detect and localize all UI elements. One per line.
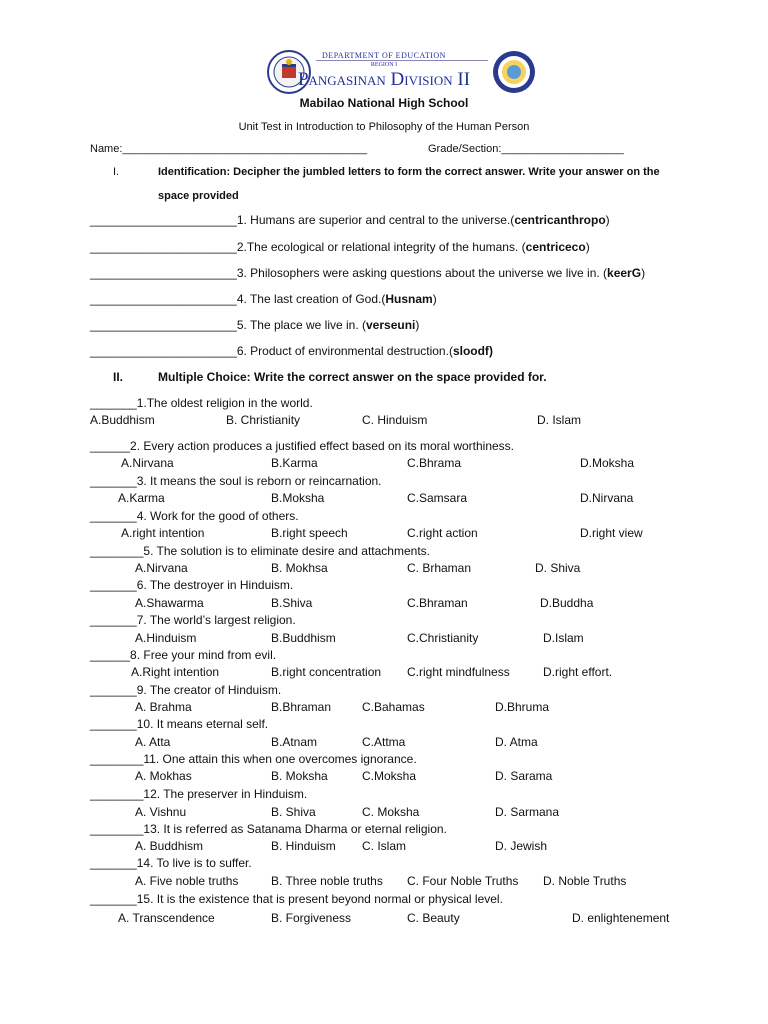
part1-instruction-line1: Identification: Decipher the jumbled letters to form the correct answer. Write your answer on the [158,166,660,178]
choice-c: C. Brhaman [407,561,472,575]
item-text: ______________________1. Humans are superior and central to the universe.( [90,213,515,227]
jumbled-answer: centricanthropo [514,213,606,227]
choice-c: C.Moksha [362,769,417,783]
region-label: REGION I [370,62,398,68]
choice-a: A.Right intention [131,665,220,679]
question-text[interactable]: _______15. It is the existence that is present beyond normal or physical level. [90,892,503,906]
choice-a: A. Vishnu [135,805,187,819]
choice-d: D. Atma [495,735,538,749]
choice-d: D.right effort. [543,665,613,679]
header-rule-top [316,60,488,61]
choice-b: B.Atnam [271,735,318,749]
jumbled-answer: keerG [607,266,642,280]
question-text[interactable]: _______14. To live is to suffer. [90,856,252,870]
question-text[interactable]: _______6. The destroyer in Hinduism. [90,578,294,592]
item-close: ) [585,240,590,254]
choice-c: C.Christianity [407,631,479,645]
choice-d: D. Noble Truths [543,874,627,888]
identification-item[interactable] [90,266,645,280]
choice-d: D. Sarmana [495,805,560,819]
item-text: ______________________2.The ecological or relational integrity of the humans. ( [90,240,526,254]
question-text[interactable]: ______2. Every action produces a justified effect based on its moral worthiness. [90,439,515,453]
question-text[interactable]: _______1.The oldest religion in the world. [90,396,313,410]
choice-c: C.Bahamas [362,700,425,714]
choice-b: B.Shiva [271,596,313,610]
identification-item[interactable] [90,292,437,306]
jumbled-answer: sloodf [452,344,489,358]
question-text[interactable]: ________13. It is referred as Satanama Dharma or eternal religion. [90,822,447,836]
item-close: ) [415,318,420,332]
choice-b: B. Forgiveness [271,911,352,925]
choice-d: D. enlightenement [572,911,670,925]
item-close: ) [641,266,646,280]
part1-instruction-line2: space provided [158,190,239,202]
department-label: DEPARTMENT OF EDUCATION [322,51,446,60]
school-name: Mabilao National High School [299,96,469,110]
question-text[interactable]: _______9. The creator of Hinduism. [90,683,282,697]
choice-a: A.right intention [121,526,205,540]
choice-a: A. Brahma [135,700,192,714]
choice-d: D.right view [580,526,643,540]
choice-c: C. Beauty [407,911,460,925]
choice-a: A.Karma [118,491,165,505]
identification-item[interactable] [90,344,493,358]
choice-a: A. Mokhas [135,769,192,783]
choice-c: C. Moksha [362,805,420,819]
choice-d: D.Moksha [580,456,635,470]
jumbled-answer: verseuni [366,318,416,332]
choice-a: A. Transcendence [118,911,215,925]
identification-item[interactable] [90,240,590,254]
name-field[interactable]: Name:________________________________________ [90,143,368,155]
choice-b: B. Hinduism [271,839,336,853]
question-text[interactable]: _______3. It means the soul is reborn or reincarnation. [90,474,382,488]
choice-b: B.Karma [271,456,318,470]
question-text[interactable]: _______4. Work for the good of others. [90,509,299,523]
question-text[interactable]: ________11. One attain this when one overcomes ignorance. [90,752,417,766]
choice-b: B.Bhraman [271,700,332,714]
question-text[interactable]: ________5. The solution is to eliminate desire and attachments. [90,544,430,558]
choice-a: A. Atta [135,735,171,749]
jumbled-answer: Husnam [385,292,433,306]
choice-a: A.Shawarma [135,596,204,610]
choice-a: A.Nirvana [135,561,188,575]
choice-d: D.Islam [543,631,584,645]
choice-b: B.right concentration [271,665,382,679]
choice-d: D.Buddha [540,596,594,610]
question-text[interactable]: _______7. The world’s largest religion. [90,613,296,627]
question-text[interactable]: _______10. It means eternal self. [90,717,269,731]
choice-d: D. Islam [537,413,582,427]
choice-a: A.Hinduism [135,631,197,645]
item-text: ______________________4. The last creation of God.( [90,292,386,306]
identification-item[interactable] [90,318,419,332]
choice-c: C.Samsara [407,491,468,505]
question-text[interactable]: ______8. Free your mind from evil. [90,648,277,662]
choice-b: B. Moksha [271,769,328,783]
grade-section-field[interactable]: Grade/Section:____________________ [428,143,624,155]
choice-c: C. Islam [362,839,407,853]
choice-d: D. Jewish [495,839,548,853]
choice-b: B.right speech [271,526,348,540]
choice-b: B. Mokhsa [271,561,328,575]
choice-a: A. Buddhism [135,839,204,853]
choice-a: A.Buddhism [90,413,155,427]
choice-a: A.Nirvana [121,456,174,470]
choice-d: D.Bhruma [495,700,550,714]
choice-b: B. Christianity [226,413,301,427]
choice-b: B. Three noble truths [271,874,383,888]
identification-item[interactable] [90,213,610,227]
item-close: ) [605,213,610,227]
choice-c: C.Bhraman [407,596,468,610]
choice-c: C.Bhrama [407,456,462,470]
choice-c: C. Four Noble Truths [407,874,519,888]
item-text: ______________________5. The place we live in. ( [90,318,366,332]
item-close: ) [488,344,493,358]
choice-c: C.right action [407,526,478,540]
choice-b: B.Buddhism [271,631,336,645]
question-text[interactable]: ________12. The preserver in Hinduism. [90,787,308,801]
division-seal-logo [492,50,536,94]
choice-b: B. Shiva [271,805,316,819]
item-text: ______________________6. Product of environmental destruction.( [90,344,453,358]
choice-b: B.Moksha [271,491,325,505]
choice-c: C.right mindfulness [407,665,510,679]
choice-c: C. Hinduism [362,413,428,427]
part2-instruction: Multiple Choice: Write the correct answer on the space provided for. [158,370,547,384]
item-close: ) [432,292,437,306]
choice-a: A. Five noble truths [135,874,239,888]
part2-number: II. [113,370,124,384]
item-text: ______________________3. Philosophers were asking questions about the universe we live in. ( [90,266,608,280]
choice-c: C.Attma [362,735,406,749]
test-title: Unit Test in Introduction to Philosophy of the Human Person [238,121,530,133]
choice-d: D. Shiva [535,561,581,575]
part1-number: I. [113,166,120,178]
jumbled-answer: centriceco [525,240,586,254]
choice-d: D. Sarama [495,769,553,783]
division-title: Pangasinan Division II [297,69,471,90]
choice-d: D.Nirvana [580,491,634,505]
